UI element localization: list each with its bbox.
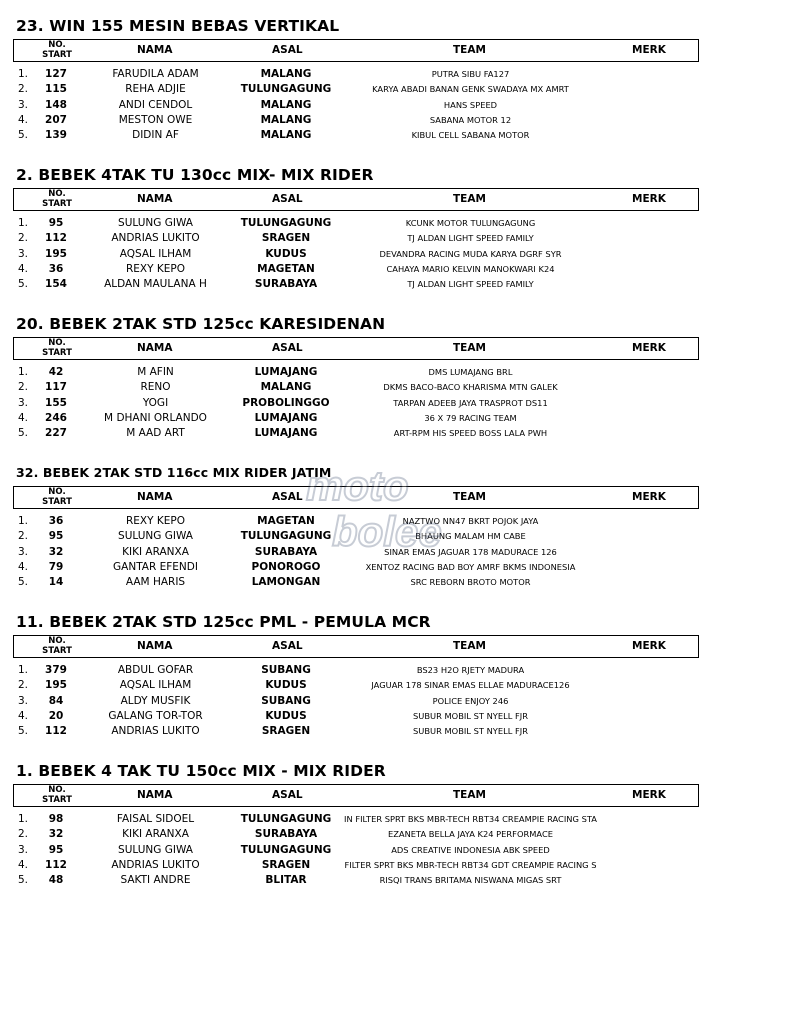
header-nama: NAMA xyxy=(137,789,173,801)
rider-origin: TULUNGAGUNG xyxy=(240,83,332,96)
team-name: RISQI TRANS BRITAMA NISWANA MIGAS SRT xyxy=(379,875,562,886)
watermark-line-1: moto xyxy=(306,462,409,509)
table-row xyxy=(13,725,699,740)
rider-origin: KUDUS xyxy=(265,247,307,260)
start-number: 112 xyxy=(45,232,67,245)
race-section xyxy=(13,462,699,592)
header-merk: MERK xyxy=(632,491,666,503)
race-section xyxy=(13,611,699,741)
rank: 1. xyxy=(18,515,29,527)
rider-origin: BLITAR xyxy=(265,874,307,887)
start-number: 154 xyxy=(45,278,67,291)
rider-origin: MALANG xyxy=(260,129,312,142)
table-row xyxy=(13,397,699,412)
team-name: BS23 H2O RJETY MADURA xyxy=(416,665,525,675)
rider-origin: SURABAYA xyxy=(254,545,318,558)
team-name: 36 X 79 RACING TEAM xyxy=(424,412,517,423)
start-number: 148 xyxy=(45,98,67,111)
start-number: 95 xyxy=(48,217,64,229)
rank: 2. xyxy=(18,828,29,841)
table-row xyxy=(13,874,699,889)
header-no-start xyxy=(42,338,72,358)
rider-origin: LUMAJANG xyxy=(254,366,318,378)
rider-origin: MALANG xyxy=(260,113,312,126)
header-nama: NAMA xyxy=(137,640,173,652)
rank: 5. xyxy=(18,278,29,291)
rider-origin: SRAGEN xyxy=(261,858,311,871)
header-no-start xyxy=(42,40,72,60)
rider-origin: SUBANG xyxy=(261,664,311,676)
table-row xyxy=(13,561,699,576)
table-row xyxy=(13,83,699,98)
rank: 3. xyxy=(18,98,29,111)
header-team: TEAM xyxy=(453,491,486,503)
start-number: 95 xyxy=(48,843,64,856)
team-name: SUBUR MOBIL ST NYELL FJR xyxy=(413,726,528,737)
rider-name: M AAD ART xyxy=(126,427,185,440)
rider-name: ANDRIAS LUKITO xyxy=(111,725,200,738)
team-name: TARPAN ADEEB JAYA TRASPROT DS11 xyxy=(393,397,548,408)
rank: 3. xyxy=(18,247,29,260)
rider-name: ABDUL GOFAR xyxy=(117,664,194,676)
team-name: TJ ALDAN LIGHT SPEED FAMILY xyxy=(407,279,534,290)
header-no-start xyxy=(42,189,72,209)
table-row xyxy=(13,828,699,843)
table-row xyxy=(13,664,699,679)
rider-origin: LAMONGAN xyxy=(251,576,321,589)
class-title: 32. BEBEK 2TAK STD 116cc MIX RIDER JATIM xyxy=(16,465,332,480)
team-name: KIBUL CELL SABANA MOTOR xyxy=(411,130,530,141)
start-number: 127 xyxy=(45,68,67,80)
rider-name: KIKI ARANXA xyxy=(122,828,189,841)
header-nama: NAMA xyxy=(137,342,173,354)
rank: 2. xyxy=(18,381,29,394)
header-asal: ASAL xyxy=(272,491,303,503)
table-row xyxy=(13,248,699,263)
class-title: 1. BEBEK 4 TAK TU 150cc MIX - MIX RIDER xyxy=(16,762,386,780)
race-section xyxy=(13,760,699,890)
header-no-start xyxy=(42,636,72,656)
header-no-line2: START xyxy=(42,795,72,805)
class-title: 23. WIN 155 MESIN BEBAS VERTIKAL xyxy=(16,17,340,35)
team-name: TJ ALDAN LIGHT SPEED FAMILY xyxy=(407,233,534,244)
team-name: JAGUAR 178 SINAR EMAS ELLAE MADURACE126 xyxy=(371,680,570,691)
rider-name: YOGI xyxy=(142,396,169,409)
start-number: 155 xyxy=(45,396,67,409)
table-row xyxy=(13,427,699,442)
watermark-line-2: bolee xyxy=(332,508,442,555)
start-number: 112 xyxy=(45,725,67,738)
start-number: 379 xyxy=(45,664,67,676)
start-number: 95 xyxy=(48,530,64,543)
rider-name: DIDIN AF xyxy=(132,129,179,142)
rider-origin: PROBOLINGGO xyxy=(242,396,330,409)
table-row xyxy=(13,217,699,232)
header-team: TEAM xyxy=(453,44,486,56)
table-header xyxy=(13,337,699,360)
rider-origin: MAGETAN xyxy=(257,515,315,527)
rider-origin: MALANG xyxy=(260,381,312,394)
rider-name: AQSAL ILHAM xyxy=(119,679,192,692)
table-row xyxy=(13,546,699,561)
table-header xyxy=(13,486,699,509)
rider-origin: TULUNGAGUNG xyxy=(240,217,332,229)
rider-origin: MALANG xyxy=(260,98,312,111)
table-row xyxy=(13,576,699,591)
header-no-start xyxy=(42,487,72,507)
rider-name: SULUNG GIWA xyxy=(118,530,193,543)
team-name: ART-RPM HIS SPEED BOSS LALA PWH xyxy=(393,428,548,439)
team-name: BHAUNG MALAM HM CABE xyxy=(415,531,526,542)
header-team: TEAM xyxy=(453,789,486,801)
header-no-line1: NO. xyxy=(48,40,66,50)
rank: 1. xyxy=(18,813,29,825)
start-number: 36 xyxy=(48,515,64,527)
rider-origin: TULUNGAGUNG xyxy=(240,530,332,543)
header-asal: ASAL xyxy=(272,342,303,354)
rank: 2. xyxy=(18,530,29,543)
rider-name: ALDAN MAULANA H xyxy=(104,278,207,291)
header-no-line1: NO. xyxy=(48,338,66,348)
rider-origin: SURABAYA xyxy=(254,828,318,841)
race-section xyxy=(13,15,699,145)
table-row xyxy=(13,530,699,545)
team-name: POLICE ENJOY 246 xyxy=(432,695,509,706)
table-row xyxy=(13,366,699,381)
table-header xyxy=(13,188,699,211)
start-number: 98 xyxy=(48,813,64,825)
team-name: KCUNK MOTOR TULUNGAGUNG xyxy=(405,218,536,228)
class-title: 2. BEBEK 4TAK TU 130cc MIX- MIX RIDER xyxy=(16,166,374,184)
start-number: 112 xyxy=(45,858,67,871)
rider-name: SULUNG GIWA xyxy=(118,843,193,856)
rider-name: FAISAL SIDOEL xyxy=(116,813,195,825)
start-number: 84 xyxy=(48,694,64,707)
header-asal: ASAL xyxy=(272,640,303,652)
team-name: DMS LUMAJANG BRL xyxy=(428,367,513,377)
rank: 2. xyxy=(18,232,29,245)
team-name: SABANA MOTOR 12 xyxy=(429,114,512,125)
table-row xyxy=(13,381,699,396)
header-asal: ASAL xyxy=(272,789,303,801)
rider-name: FARUDILA ADAM xyxy=(112,68,199,80)
rider-origin: SUBANG xyxy=(261,694,311,707)
rider-name: M AFIN xyxy=(137,366,174,378)
table-row xyxy=(13,68,699,83)
rider-origin: LUMAJANG xyxy=(254,411,318,424)
header-asal: ASAL xyxy=(272,193,303,205)
rider-origin: MAGETAN xyxy=(257,262,315,275)
rank: 4. xyxy=(18,113,29,126)
team-name: DKMS BACO-BACO KHARISMA MTN GALEK xyxy=(383,382,558,393)
header-nama: NAMA xyxy=(137,491,173,503)
rider-origin: TULUNGAGUNG xyxy=(240,843,332,856)
start-number: 14 xyxy=(48,576,64,589)
header-no-line1: NO. xyxy=(48,487,66,497)
start-number: 195 xyxy=(45,247,67,260)
race-section xyxy=(13,313,699,443)
team-name: NAZTWO NN47 BKRT POJOK JAYA xyxy=(402,516,539,526)
start-number: 79 xyxy=(48,560,64,573)
start-number: 117 xyxy=(45,381,67,394)
rider-name: AAM HARIS xyxy=(125,576,186,589)
team-name: KARYA ABADI BANAN GENK SWADAYA MX AMRT xyxy=(372,84,569,95)
header-no-line2: START xyxy=(42,646,72,656)
table-row xyxy=(13,813,699,828)
rider-name: REXY KEPO xyxy=(126,515,185,527)
rider-name: ANDI CENDOL xyxy=(118,98,193,111)
table-header xyxy=(13,784,699,807)
start-number: 32 xyxy=(48,545,64,558)
rider-name: ANDRIAS LUKITO xyxy=(111,858,200,871)
header-no-line1: NO. xyxy=(48,189,66,199)
table-row xyxy=(13,412,699,427)
rider-origin: SRAGEN xyxy=(261,725,311,738)
rider-origin: LUMAJANG xyxy=(254,427,318,440)
start-number: 139 xyxy=(45,129,67,142)
class-title: 11. BEBEK 2TAK STD 125cc PML - PEMULA MCR xyxy=(16,613,431,631)
table-header xyxy=(13,39,699,62)
header-no-line2: START xyxy=(42,199,72,209)
rider-origin: SURABAYA xyxy=(254,278,318,291)
rank: 5. xyxy=(18,576,29,589)
rank: 5. xyxy=(18,725,29,738)
rider-origin: PONOROGO xyxy=(251,560,321,573)
start-number: 115 xyxy=(45,83,67,96)
rider-name: ANDRIAS LUKITO xyxy=(111,232,200,245)
table-row xyxy=(13,99,699,114)
rider-name: GANTAR EFENDI xyxy=(113,560,198,573)
team-name: EZANETA BELLA JAYA K24 PERFORMACE xyxy=(388,829,553,840)
table-row xyxy=(13,844,699,859)
start-number: 32 xyxy=(48,828,64,841)
table-row xyxy=(13,710,699,725)
rank: 3. xyxy=(18,545,29,558)
table-row xyxy=(13,263,699,278)
start-number: 195 xyxy=(45,679,67,692)
table-row xyxy=(13,114,699,129)
rider-name: GALANG TOR-TOR xyxy=(108,709,203,722)
race-section xyxy=(13,164,699,294)
rider-name: AQSAL ILHAM xyxy=(119,247,192,260)
header-team: TEAM xyxy=(453,640,486,652)
rank: 5. xyxy=(18,427,29,440)
header-no-line2: START xyxy=(42,50,72,60)
header-merk: MERK xyxy=(632,640,666,652)
rider-name: RENO xyxy=(140,381,171,394)
header-team: TEAM xyxy=(453,193,486,205)
team-name: SINAR EMAS JAGUAR 178 MADURACE 126 xyxy=(384,546,557,557)
rider-name: SAKTI ANDRE xyxy=(120,874,191,887)
rank: 4. xyxy=(18,858,29,871)
rank: 5. xyxy=(18,129,29,142)
team-name: DEVANDRA RACING MUDA KARYA DGRF SYR xyxy=(379,248,562,259)
rank: 4. xyxy=(18,709,29,722)
class-title: 20. BEBEK 2TAK STD 125cc KARESIDENAN xyxy=(16,315,386,333)
rider-origin: KUDUS xyxy=(265,709,307,722)
table-row xyxy=(13,679,699,694)
rank: 1. xyxy=(18,664,29,676)
header-merk: MERK xyxy=(632,193,666,205)
rank: 2. xyxy=(18,679,29,692)
rider-name: ALDY MUSFIK xyxy=(120,694,191,707)
header-no-line1: NO. xyxy=(48,636,66,646)
header-asal: ASAL xyxy=(272,44,303,56)
rider-name: KIKI ARANXA xyxy=(122,545,189,558)
table-header xyxy=(13,635,699,658)
start-number: 227 xyxy=(45,427,67,440)
team-name: SRC REBORN BROTO MOTOR xyxy=(410,577,531,588)
table-row xyxy=(13,695,699,710)
rank: 1. xyxy=(18,68,29,80)
team-name: PUTRA SIBU FA127 xyxy=(431,69,510,79)
rider-origin: KUDUS xyxy=(265,679,307,692)
rider-name: MESTON OWE xyxy=(118,113,193,126)
team-name: IN FILTER SPRT BKS MBR-TECH RBT34 CREAMPIE RACING STA xyxy=(344,814,597,824)
team-name: HANS SPEED xyxy=(443,99,498,110)
header-merk: MERK xyxy=(632,44,666,56)
header-team: TEAM xyxy=(453,342,486,354)
table-row xyxy=(13,515,699,530)
team-name: FILTER SPRT BKS MBR-TECH RBT34 GDT CREAMPIE RACING S xyxy=(344,859,597,870)
table-row xyxy=(13,232,699,247)
header-no-line2: START xyxy=(42,348,72,358)
header-no-line1: NO. xyxy=(48,785,66,795)
start-number: 36 xyxy=(48,262,64,275)
table-row xyxy=(13,129,699,144)
start-number: 207 xyxy=(45,113,67,126)
rank: 4. xyxy=(18,411,29,424)
rider-origin: MALANG xyxy=(260,68,312,80)
start-number: 48 xyxy=(48,874,64,887)
table-row xyxy=(13,859,699,874)
header-nama: NAMA xyxy=(137,193,173,205)
header-merk: MERK xyxy=(632,789,666,801)
header-no-start xyxy=(42,785,72,805)
header-merk: MERK xyxy=(632,342,666,354)
start-number: 42 xyxy=(48,366,64,378)
start-number: 20 xyxy=(48,709,64,722)
rank: 3. xyxy=(18,843,29,856)
rider-name: SULUNG GIWA xyxy=(118,217,193,229)
team-name: ADS CREATIVE INDONESIA ABK SPEED xyxy=(391,844,550,855)
rider-name: REHA ADJIE xyxy=(125,83,186,96)
team-name: CAHAYA MARIO KELVIN MANOKWARI K24 xyxy=(386,263,555,274)
header-nama: NAMA xyxy=(137,44,173,56)
rank: 4. xyxy=(18,262,29,275)
start-number: 246 xyxy=(45,411,67,424)
rider-origin: TULUNGAGUNG xyxy=(240,813,332,825)
team-name: XENTOZ RACING BAD BOY AMRF BKMS INDONESIA xyxy=(365,561,576,572)
table-row xyxy=(13,278,699,293)
rider-name: REXY KEPO xyxy=(126,262,185,275)
rank: 1. xyxy=(18,366,29,378)
rank: 3. xyxy=(18,396,29,409)
team-name: SUBUR MOBIL ST NYELL FJR xyxy=(413,710,528,721)
rider-name: M DHANI ORLANDO xyxy=(104,411,207,424)
rank: 1. xyxy=(18,217,29,229)
rank: 5. xyxy=(18,874,29,887)
header-no-line2: START xyxy=(42,497,72,507)
rank: 2. xyxy=(18,83,29,96)
rank: 4. xyxy=(18,560,29,573)
rank: 3. xyxy=(18,694,29,707)
rider-origin: SRAGEN xyxy=(261,232,311,245)
